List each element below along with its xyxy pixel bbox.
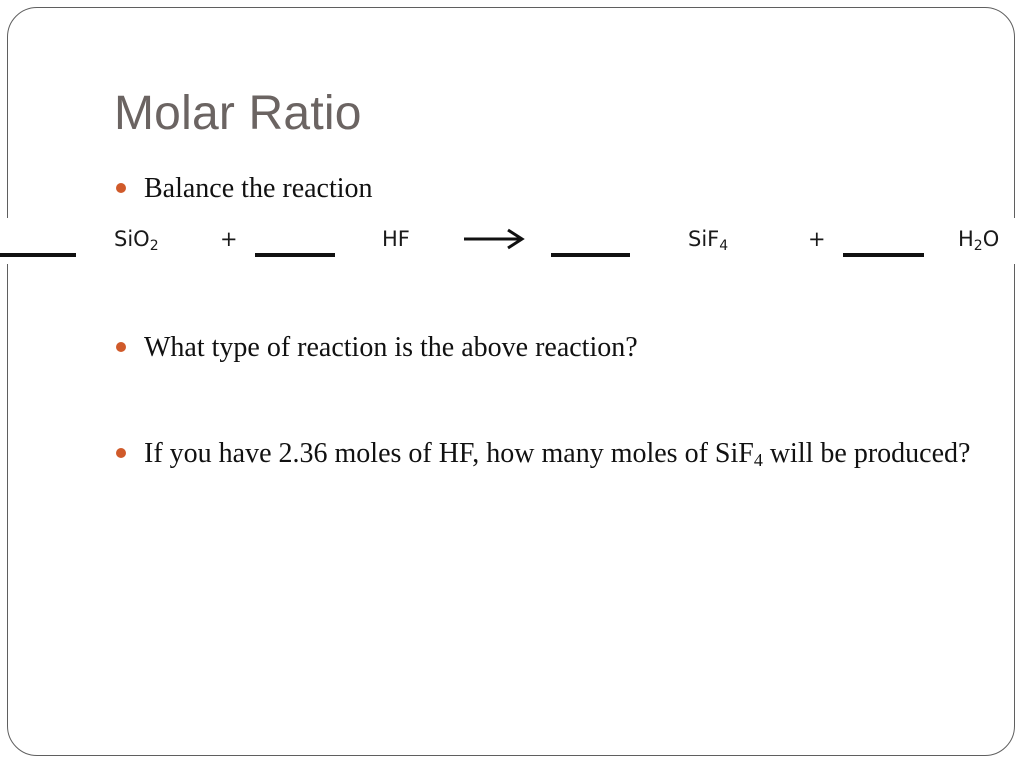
bullet-text: If you have 2.36 moles of HF, how many moles of SiF$_4$ will be produced? [144,438,971,470]
coefficient-blank-hf[interactable] [255,253,335,257]
bullet-text: Balance the reaction [144,173,373,204]
bullet-text: What type of reaction is the above reaction? [144,332,638,363]
plus-sign: + [808,227,826,251]
coefficient-blank-sif4[interactable] [551,253,630,257]
bullet-dot-icon [116,183,126,193]
chemical-equation [0,218,1024,264]
coefficient-blank-sio2[interactable] [0,253,76,257]
right-arrow-icon [464,228,526,250]
bullet-dot-icon [116,448,126,458]
slide-title: Molar Ratio [114,87,362,140]
product-sif4: SiF$_4$ [688,227,729,254]
bullet-dot-icon [116,342,126,352]
coefficient-blank-h2o[interactable] [843,253,924,257]
reactant-sio2: SiO$_2$ [114,227,159,254]
reactant-hf: HF [382,227,410,251]
product-h2o: $H_2O$ [958,227,1000,254]
plus-sign: + [220,227,238,251]
